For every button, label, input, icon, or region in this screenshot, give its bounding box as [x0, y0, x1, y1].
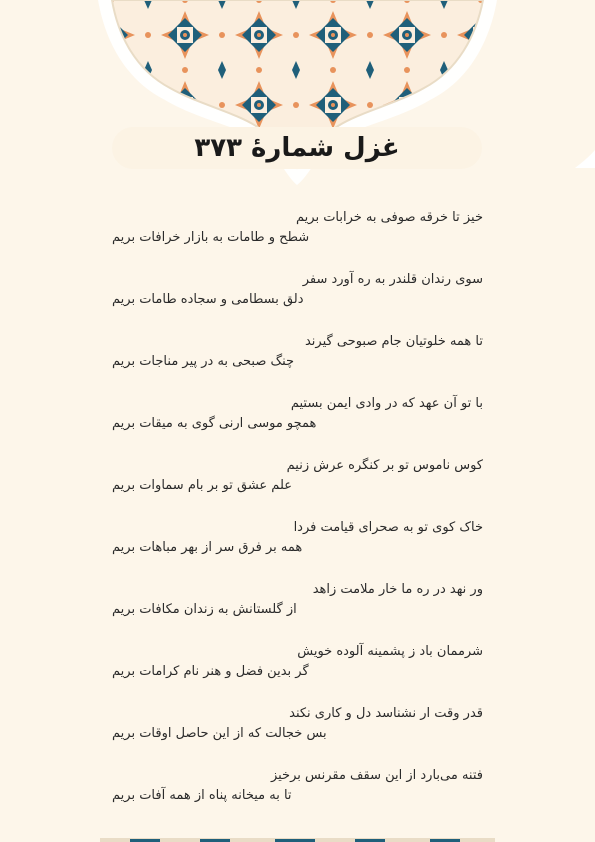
- first-hemistich: تا همه خلوتیان جام صبوحی گیرند: [304, 334, 483, 349]
- first-hemistich: سوی رندان قلندر به ره آورد سفر: [302, 272, 483, 287]
- second-hemistich: علم عشق تو بر بام سماوات بریم: [112, 478, 293, 493]
- poem-title: غزل شمارهٔ ۳۷۳: [194, 133, 400, 163]
- couplet: [112, 704, 483, 766]
- first-hemistich: خاک کوی تو به صحرای قیامت فردا: [293, 520, 483, 535]
- first-hemistich: کوس ناموس تو بر کنگره عرش زنیم: [286, 458, 483, 473]
- second-hemistich: شطح و طامات به بازار خرافات بریم: [112, 230, 310, 245]
- couplet: [112, 580, 483, 642]
- couplet: [112, 766, 483, 828]
- couplet: [112, 394, 483, 456]
- second-hemistich: همه بر فرق سر از بهر مباهات بریم: [112, 540, 303, 555]
- couplet: [112, 642, 483, 704]
- first-hemistich: خیز تا خرقه صوفی به خرابات بریم: [296, 210, 483, 225]
- second-hemistich: بس خجالت که از این حاصل اوقات بریم: [112, 726, 327, 741]
- first-hemistich: فتنه می‌بارد از این سقف مقرنس برخیز: [270, 768, 483, 783]
- second-hemistich: از گلستانش به زندان مکافات بریم: [112, 602, 297, 617]
- couplet: [112, 518, 483, 580]
- second-hemistich: چنگ صبحی به در پیر مناجات بریم: [112, 354, 295, 369]
- poem-body: [112, 208, 483, 828]
- header-ornament: [0, 0, 595, 200]
- second-hemistich: همچو موسی ارنی گوی به میقات بریم: [112, 416, 317, 431]
- couplet: [112, 208, 483, 270]
- second-hemistich: تا به میخانه پناه از همه آفات بریم: [112, 788, 292, 803]
- first-hemistich: شرممان باد ز پشمینه آلوده خویش: [297, 644, 483, 659]
- couplet: [112, 332, 483, 394]
- couplet: [112, 456, 483, 518]
- second-hemistich: گر بدین فضل و هنر نام کرامات بریم: [112, 664, 309, 679]
- footer-ornament: [0, 832, 595, 842]
- couplet: [112, 270, 483, 332]
- first-hemistich: قدر وقت ار نشناسد دل و کاری نکند: [289, 706, 483, 721]
- first-hemistich: با تو آن عهد که در وادی ایمن بستیم: [290, 396, 483, 411]
- first-hemistich: ور نهد در ره ما خار ملامت زاهد: [312, 582, 483, 597]
- second-hemistich: دلق بسطامی و سجاده طامات بریم: [112, 292, 304, 307]
